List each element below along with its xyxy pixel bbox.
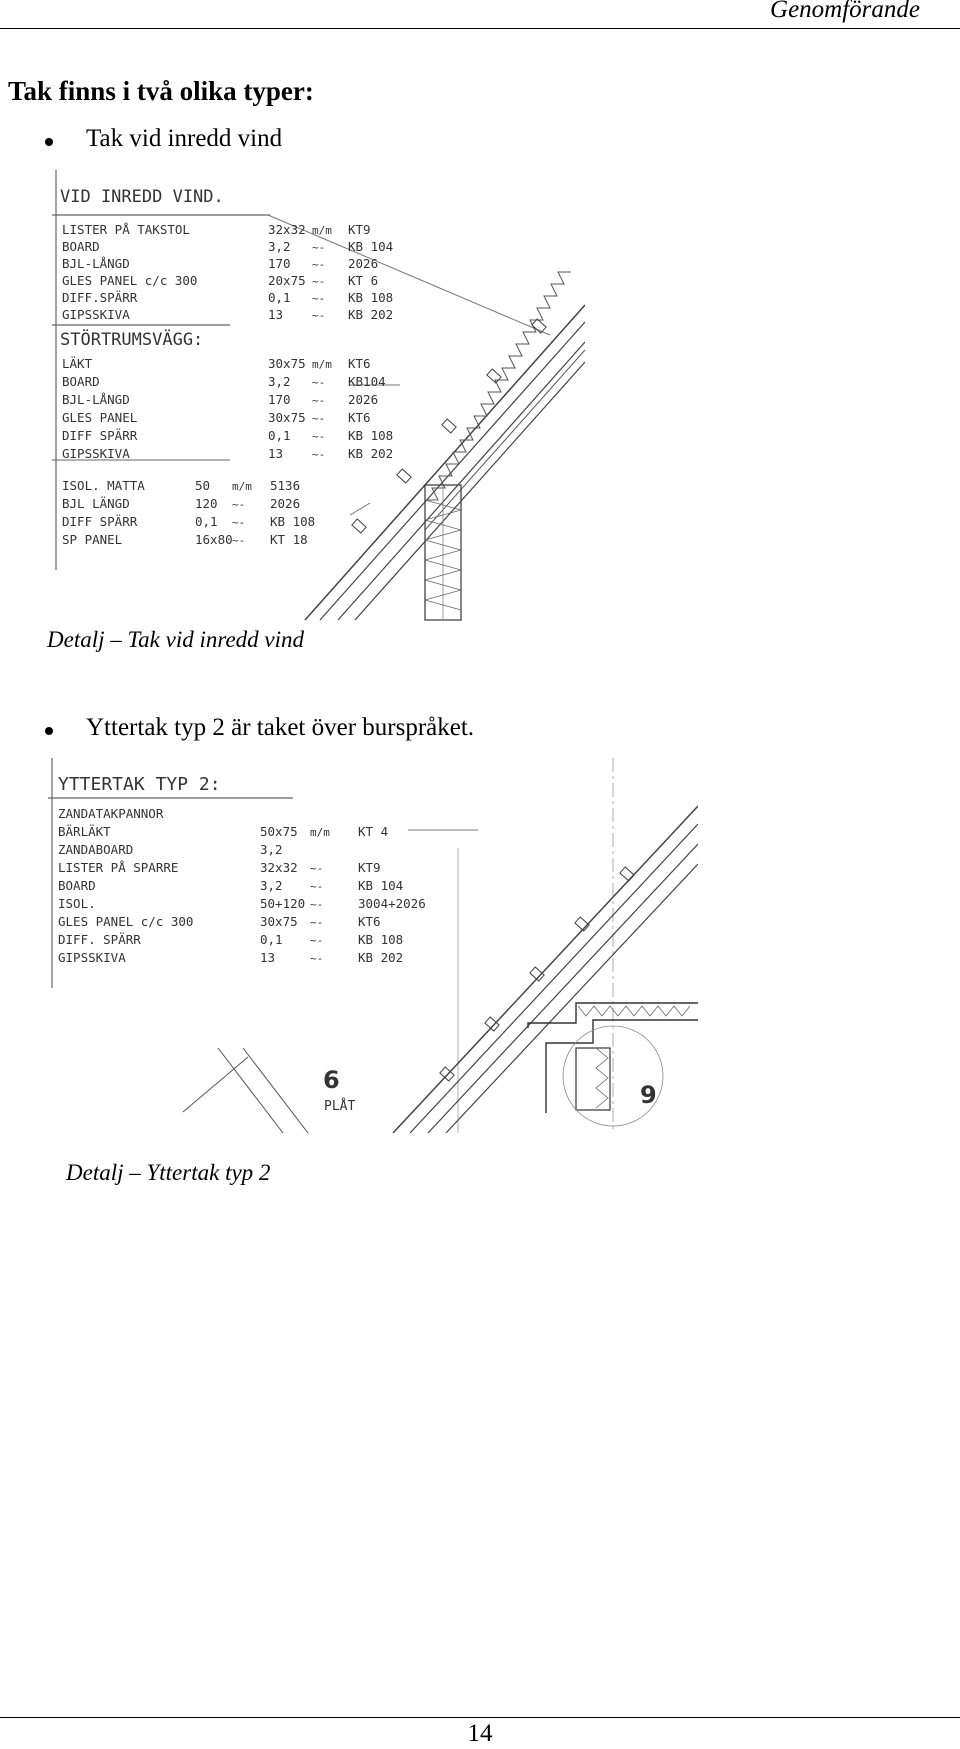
detail-marker-6-sub: PLÅT xyxy=(324,1099,356,1114)
list-2-unit: ~- xyxy=(312,412,326,425)
list-4-dimension: 0,1 xyxy=(260,932,283,947)
list-2-material: GIPSSKIVA xyxy=(62,446,130,461)
list-3-material: BJL LÄNGD xyxy=(62,496,130,511)
list-2-unit: m/m xyxy=(312,358,332,371)
list-3-material: DIFF SPÄRR xyxy=(62,514,138,529)
list-3-unit: m/m xyxy=(232,480,252,493)
list-4-code: 3004+2026 xyxy=(358,896,426,911)
list-2-material: BOARD xyxy=(62,374,100,389)
list-4-dimension: 3,2 xyxy=(260,878,283,893)
list-2-code: KT6 xyxy=(348,410,371,425)
bullet-dot xyxy=(45,138,53,146)
list-1-material: GIPSSKIVA xyxy=(62,307,130,322)
detail-marker-6: 6 xyxy=(323,1066,340,1094)
list-1-unit: m/m xyxy=(312,224,332,237)
list-4-code: KT6 xyxy=(358,914,381,929)
list-1-dimension: 170 xyxy=(268,256,291,271)
footer-divider xyxy=(0,1717,960,1718)
list-2-material: LÄKT xyxy=(62,356,93,371)
list-4-unit: ~- xyxy=(310,898,324,911)
list-1-code: KT 6 xyxy=(348,273,379,288)
list-4-code: KT9 xyxy=(358,860,381,875)
list-2-dimension: 30x75 xyxy=(268,356,306,371)
list-3-unit: ~- xyxy=(232,534,246,547)
list-1-dimension: 32x32 xyxy=(268,222,306,237)
list-3-code: KB 108 xyxy=(270,514,316,529)
list-4-unit: ~- xyxy=(310,934,324,947)
drawing-1-title: VID INREDD VIND. xyxy=(60,187,224,207)
list-1-unit: ~- xyxy=(312,275,326,288)
list-3-code: 5136 xyxy=(270,478,301,493)
list-4-dimension: 30x75 xyxy=(260,914,298,929)
header-divider xyxy=(0,28,960,29)
list-1-code: KB 104 xyxy=(348,239,394,254)
list-1-material: GLES PANEL c/c 300 xyxy=(62,273,198,288)
list-3-unit: ~- xyxy=(232,516,246,529)
list-3-unit: ~- xyxy=(232,498,246,511)
list-1-unit: ~- xyxy=(312,258,326,271)
list-1-dimension: 20x75 xyxy=(268,273,306,288)
list-1-unit: ~- xyxy=(312,309,326,322)
list-4-material: ISOL. xyxy=(58,896,96,911)
list-1-code: KB 108 xyxy=(348,290,394,305)
list-2-dimension: 13 xyxy=(268,446,284,461)
list-4-unit: ~- xyxy=(310,862,324,875)
section-heading: Tak finns i två olika typer: xyxy=(8,76,314,106)
list-4-code: KB 108 xyxy=(358,932,404,947)
list-2-code: 2026 xyxy=(348,392,379,407)
page-number: 14 xyxy=(467,1720,493,1747)
list-1-code: 2026 xyxy=(348,256,379,271)
list-1-material: DIFF.SPÄRR xyxy=(62,290,138,305)
drawing-1-subtitle: STÖRTRUMSVÄGG: xyxy=(60,330,204,350)
list-2-dimension: 3,2 xyxy=(268,374,291,389)
drawing-1-svg xyxy=(20,170,585,625)
list-1-code: KT9 xyxy=(348,222,371,237)
list-2-code: KB 108 xyxy=(348,428,394,443)
list-4-unit: ~- xyxy=(310,880,324,893)
list-2-material: BJL-LÅNGD xyxy=(62,392,130,407)
bullet-item-2: Yttertak typ 2 är taket över burspråket. xyxy=(86,714,475,741)
list-2-unit: ~- xyxy=(312,376,326,389)
list-2-dimension: 0,1 xyxy=(268,428,291,443)
drawing-2-svg xyxy=(48,758,698,1133)
list-2-unit: ~- xyxy=(312,430,326,443)
list-1-dimension: 3,2 xyxy=(268,239,291,254)
list-2-unit: ~- xyxy=(312,448,326,461)
bullet-item-1: Tak vid inredd vind xyxy=(86,125,283,152)
list-1-dimension: 13 xyxy=(268,307,284,322)
list-4-unit: m/m xyxy=(310,826,330,839)
list-3-code: 2026 xyxy=(270,496,301,511)
list-3-dimension: 50 xyxy=(195,478,211,493)
list-3-code: KT 18 xyxy=(270,532,308,547)
list-1-dimension: 0,1 xyxy=(268,290,291,305)
list-4-unit: ~- xyxy=(310,916,324,929)
list-2-dimension: 30x75 xyxy=(268,410,306,425)
list-4-code: KB 104 xyxy=(358,878,404,893)
figure-caption-2: Detalj – Yttertak typ 2 xyxy=(66,1160,271,1185)
figure-caption-1: Detalj – Tak vid inredd vind xyxy=(47,627,305,652)
roof-detail-drawing-2 xyxy=(48,758,698,1133)
list-4-code: KT 4 xyxy=(358,824,389,839)
list-4-dimension: 50x75 xyxy=(260,824,298,839)
list-3-dimension: 120 xyxy=(195,496,218,511)
list-1-code: KB 202 xyxy=(348,307,394,322)
list-1-unit: ~- xyxy=(312,241,326,254)
list-3-dimension: 16x80 xyxy=(195,532,233,547)
roof-detail-drawing-1 xyxy=(20,170,585,625)
list-4-unit: ~- xyxy=(310,952,324,965)
drawing-2-title: YTTERTAK TYP 2: xyxy=(58,774,221,795)
list-4-dimension: 50+120 xyxy=(260,896,306,911)
list-3-dimension: 0,1 xyxy=(195,514,218,529)
list-3-material: SP PANEL xyxy=(62,532,123,547)
list-1-material: LISTER PÅ TAKSTOL xyxy=(62,222,190,237)
list-4-material: ZANDABOARD xyxy=(58,842,134,857)
list-4-material: ZANDATAKPANNOR xyxy=(58,806,164,821)
list-2-material: DIFF SPÄRR xyxy=(62,428,138,443)
list-3-material: ISOL. MATTA xyxy=(62,478,145,493)
list-2-unit: ~- xyxy=(312,394,326,407)
list-4-dimension: 13 xyxy=(260,950,276,965)
list-4-material: BOARD xyxy=(58,878,96,893)
bullet-dot xyxy=(45,727,53,735)
list-4-code: KB 202 xyxy=(358,950,404,965)
list-1-material: BOARD xyxy=(62,239,100,254)
list-1-unit: ~- xyxy=(312,292,326,305)
list-2-code: KB 202 xyxy=(348,446,394,461)
list-1-material: BJL-LÅNGD xyxy=(62,256,130,271)
list-4-material: LISTER PÅ SPARRE xyxy=(58,860,179,875)
list-4-material: GLES PANEL c/c 300 xyxy=(58,914,194,929)
list-2-code: KT6 xyxy=(348,356,371,371)
list-4-dimension: 32x32 xyxy=(260,860,298,875)
list-4-material: DIFF. SPÄRR xyxy=(58,932,141,947)
list-4-dimension: 3,2 xyxy=(260,842,283,857)
running-header: Genomförande xyxy=(770,0,920,23)
detail-marker-9: 9 xyxy=(640,1081,657,1109)
list-4-material: GIPSSKIVA xyxy=(58,950,126,965)
list-2-material: GLES PANEL xyxy=(62,410,138,425)
list-4-material: BÄRLÄKT xyxy=(58,824,111,839)
list-2-code: KB104 xyxy=(348,374,386,389)
list-2-dimension: 170 xyxy=(268,392,291,407)
